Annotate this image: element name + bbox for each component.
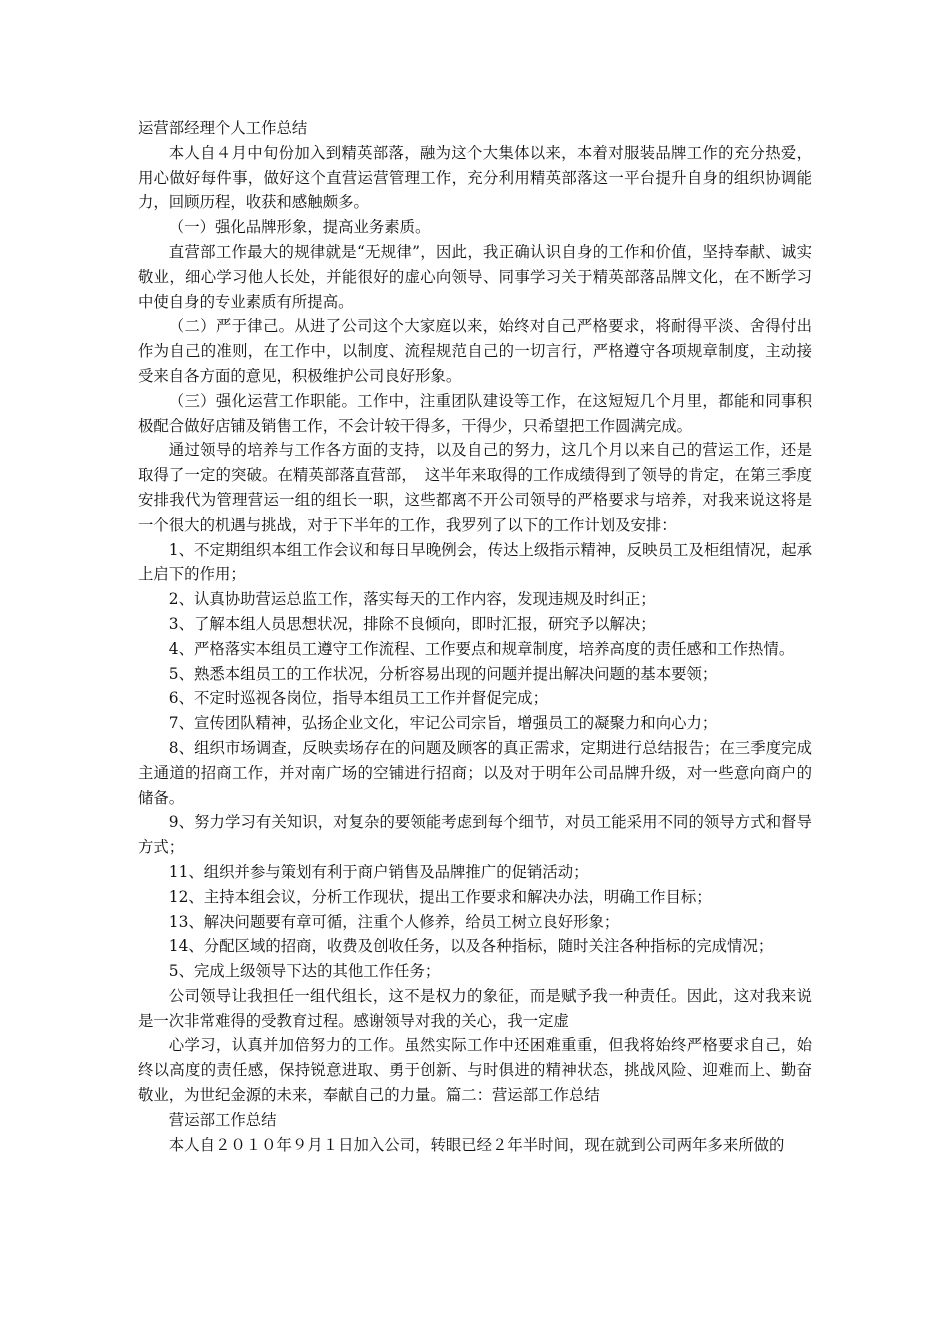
plan-item: 13、解决问题要有章可循，注重个人修养，给员工树立良好形象； bbox=[168, 912, 620, 931]
plan-item: 12、主持本组会议，分析工作现状，提出工作要求和解决办法，明确工作目标； bbox=[168, 887, 712, 906]
paragraph: 心学习，认真并加倍努力的工作。虽然实际工作中还困难重重，但我将始终严格要求自己，始终以高度的责任感，保持锐意进取、勇于创新、与时俱进的精神状态，挑战风险、迎难而上、勤奋敬业，为世纪金源的未来，奉献自己的力量。篇二：营运部工作总结 bbox=[138, 1036, 812, 1105]
section-heading-1: （一）强化品牌形象，提高业务素质。 bbox=[168, 218, 431, 237]
section-paragraph-2: （二）严于律己。从进了公司这个大家庭以来，始终对自己严格要求，将耐得平淡、舍得付出作为自己的准则，在工作中，以制度、流程规范自己的一切言行，严格遵守各项规章制度，主动接受来自各方面的意见，积极维护公司良好形象。 bbox=[138, 317, 812, 385]
document-title: 运营部经理个人工作总结 bbox=[138, 119, 308, 137]
section-paragraph-3: （三）强化运营工作职能。工作中，注重团队建设等工作，在这短短几个月里，都能和同事积极配合做好店铺及销售工作，不会计较干得多，干得少，只希望把工作圆满完成。 bbox=[138, 391, 812, 435]
plan-item: 11、组织并参与策划有利于商户销售及品牌推广的促销活动； bbox=[168, 862, 589, 881]
plan-item: 9、努力学习有关知识，对复杂的要领能考虑到每个细节，对员工能采用不同的领导方式和督导方式； bbox=[138, 813, 812, 857]
plan-item: 3、了解本组人员思想状况，排除不良倾向，即时汇报，研究予以解决； bbox=[168, 614, 656, 633]
plan-item: 1、不定期组织本组工作会议和每日早晚例会，传达上级指示精神，反映员工及柜组情况，起承上启下的作用； bbox=[138, 540, 812, 584]
plan-item: 2、认真协助营运总监工作，落实每天的工作内容，发现违规及时纠正； bbox=[168, 590, 656, 609]
plan-item: 8、组织市场调查，反映卖场存在的问题及顾客的真正需求，定期进行总结报告；在三季度完成主通道的招商工作，并对南广场的空铺进行招商；以及对于明年公司品牌升级，对一些意向商户的储备。 bbox=[138, 738, 812, 807]
plan-item: 4、严格落实本组员工遵守工作流程、工作要点和规章制度，培养高度的责任感和工作热情。 bbox=[168, 639, 795, 658]
paragraph: 直营部工作最大的规律就是“无规律”，因此，我正确认识自身的工作和价值，坚持奉献、诚实敬业，细心学习他人长处，并能很好的虚心向领导、同事学习关于精英部落品牌文化，在不断学习中使自身的专业素质有所提高。 bbox=[138, 242, 812, 311]
paragraph: 本人自２０１０年９月１日加入公司，转眼已经２年半时间，现在就到公司两年多来所做的 bbox=[168, 1135, 785, 1154]
document-page bbox=[138, 116, 812, 1157]
plan-item: 7、宣传团队精神，弘扬企业文化，牢记公司宗旨，增强员工的凝聚力和向心力； bbox=[168, 714, 718, 733]
plan-item: 5、熟悉本组员工的工作状况，分析容易出现的问题并提出解决问题的基本要领； bbox=[168, 664, 718, 683]
plan-item: 5、完成上级领导下达的其他工作任务； bbox=[168, 962, 441, 981]
paragraph: 公司领导让我担任一组代组长，这不是权力的象征，而是赋予我一种责任。因此，这对我来说是一次非常难得的受教育过程。感谢领导对我的关心，我一定虚 bbox=[138, 986, 812, 1030]
paragraph: 通过领导的培养与工作各方面的支持，以及自己的努力，这几个月以来自己的营运工作，还是取得了一定的突破。在精英部落直营部， 这半年来取得的工作成绩得到了领导的肯定，在第三季度安排我代为管理营运一组的组长一职，这些都离不开公司领导的严格要求与培养，对我来说这将是一个很大的机遇与挑战，对于下半年的工作，我罗列了以下的工作计划及安排： bbox=[138, 441, 812, 534]
plan-item: 6、不定时巡视各岗位，指导本组员工工作并督促完成； bbox=[168, 689, 548, 708]
paragraph-intro: 本人自４月中旬份加入到精英部落，融为这个大集体以来，本着对服装品牌工作的充分热爱，用心做好每件事，做好这个直营运营管理工作，充分利用精英部落这一平台提升自身的组织协调能力，回顾历程，收获和感触颇多。 bbox=[138, 143, 812, 212]
plan-item: 14、分配区域的招商，收费及创收任务，以及各种指标，随时关注各种指标的完成情况； bbox=[168, 937, 774, 956]
section-title-2: 营运部工作总结 bbox=[168, 1110, 277, 1129]
